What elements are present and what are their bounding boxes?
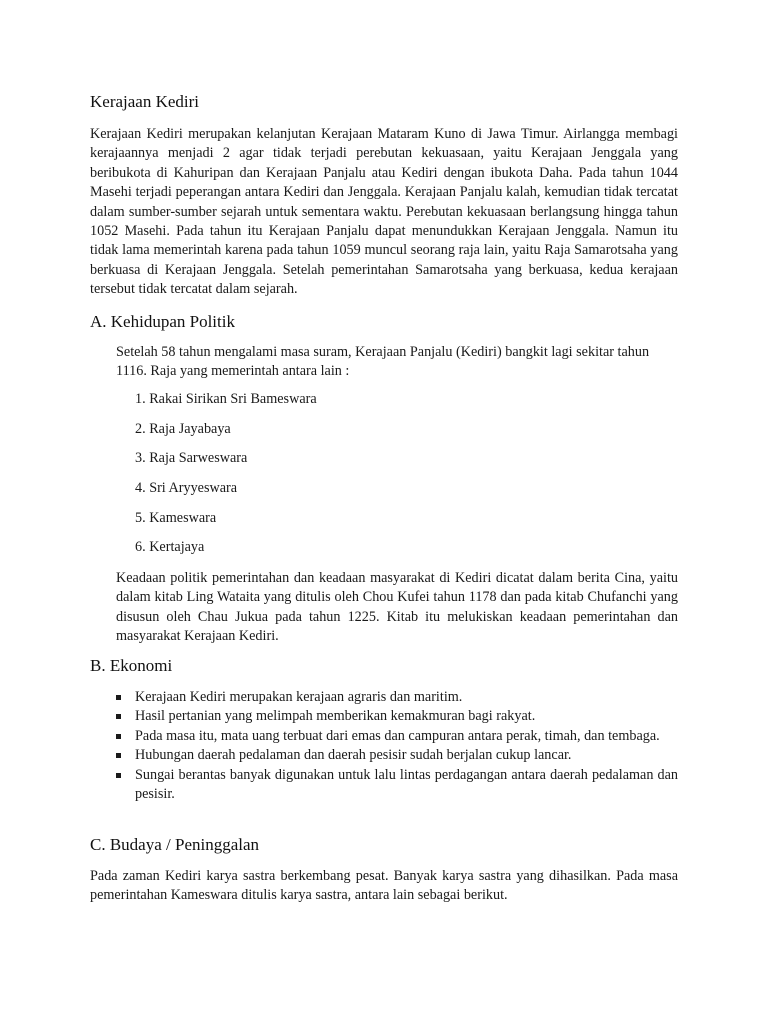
square-bullet-icon [116, 773, 121, 778]
king-item: 4. Sri Aryyeswara [135, 480, 238, 497]
politik-outro-paragraph: Keadaan politik pemerintahan dan keadaan masyarakat di Kediri dicatat dalam berita Cina, yaitu dalam kitab Ling Wataita yang ditulis oleh Chou Kufei tahun 1178 dan pada kitab Chufanchi yang disusun oleh Chau Jukua pada tahun 1225. Kitab itu melukiskan keadaan pemerintahan dan masyarakat Kerajaan Kediri. [116, 570, 678, 645]
ekonomi-bullet-item [116, 766, 678, 805]
square-bullet-icon [116, 714, 121, 719]
ekonomi-bullet-text: Pada masa itu, mata uang terbuat dari emas dan campuran antara perak, timah, dan tembaga. [135, 727, 660, 744]
heading-kehidupan-politik: A. Kehidupan Politik [90, 312, 235, 331]
ekonomi-bullet-text: Hubungan daerah pedalaman dan daerah pesisir sudah berjalan cukup lancar. [135, 747, 572, 764]
ekonomi-bullet-text: Sungai berantas banyak digunakan untuk lalu lintas perdagangan antara daerah pedalaman dan pesisir. [135, 766, 678, 803]
budaya-paragraph: Pada zaman Kediri karya sastra berkembang pesat. Banyak karya sastra yang dihasilkan. Pada masa pemerintahan Kameswara ditulis karya sastra, antara lain sebagai berikut. [90, 868, 678, 904]
king-item: 3. Raja Sarweswara [135, 450, 248, 467]
square-bullet-icon [116, 753, 121, 758]
ekonomi-bullet-item [116, 707, 678, 726]
king-item: 1. Rakai Sirikan Sri Bameswara [135, 391, 317, 407]
square-bullet-icon [116, 734, 121, 739]
politik-intro-paragraph: Setelah 58 tahun mengalami masa suram, Kerajaan Panjalu (Kediri) bangkit lagi sekitar tahun 1116. Raja yang memerintah antara lain : [116, 344, 650, 380]
ekonomi-bullet-list [116, 688, 678, 804]
heading-ekonomi: B. Ekonomi [90, 656, 173, 675]
ekonomi-bullet-text: Hasil pertanian yang melimpah memberikan kemakmuran bagi rakyat. [135, 708, 536, 725]
document-title: Kerajaan Kediri [90, 92, 200, 111]
ekonomi-bullet-item [116, 688, 678, 707]
ekonomi-bullet-item [116, 727, 678, 746]
king-item: 6. Kertajaya [135, 539, 205, 556]
heading-budaya: C. Budaya / Peninggalan [90, 835, 260, 854]
square-bullet-icon [116, 695, 121, 700]
kings-list [135, 390, 317, 568]
ekonomi-bullet-text: Kerajaan Kediri merupakan kerajaan agraris dan maritim. [135, 689, 463, 705]
king-item: 2. Raja Jayabaya [135, 420, 231, 437]
ekonomi-bullet-item [116, 746, 678, 765]
intro-paragraph: Kerajaan Kediri merupakan kelanjutan Kerajaan Mataram Kuno di Jawa Timur. Airlangga membagi kerajaannya menjadi 2 agar tidak terjadi perebutan kekuasaan, yaitu Kerajaan Jenggala yang beribukota di Kahuripan dan Kerajaan Panjalu atau Kediri dengan ibukota Daha. Pada tahun 1044 Masehi terjadi peperangan antara Kediri dan Jenggala. Kerajaan Panjalu kalah, kemudian tidak tercatat dalam sumber-sumber sejarah untuk sementara waktu. Perebutan kekuasaan berlangsung hingga tahun 1052 Masehi. Pada tahun itu Kerajaan Panjalu dapat menundukkan Kerajaan Jenggala. Namun itu tidak lama memerintah karena pada tahun 1059 muncul seorang raja lain, yaitu Raja Samarotsaha yang berkuasa di Kerajaan Jenggala. Setelah pemerintahan Samarotsaha yang berkuasa, kedua kerajaan tersebut tidak tercatat dalam sejarah. [90, 126, 678, 298]
king-item: 5. Kameswara [135, 509, 217, 526]
